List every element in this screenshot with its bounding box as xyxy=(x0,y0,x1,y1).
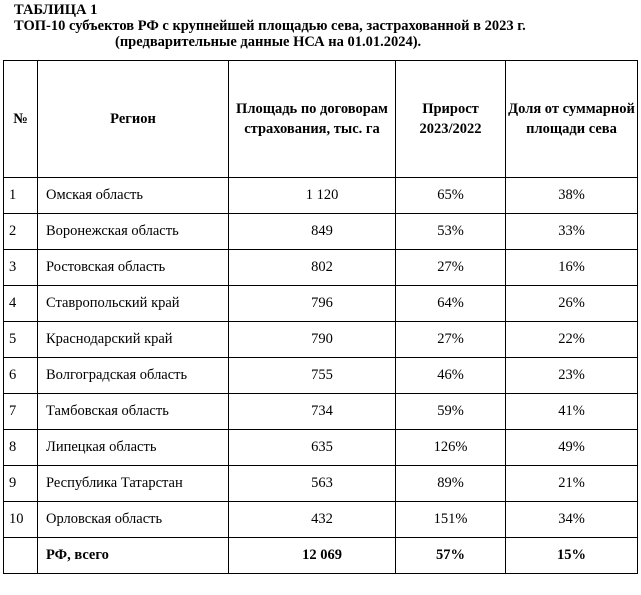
cell-growth: 53% xyxy=(396,214,506,250)
cell-growth: 59% xyxy=(396,394,506,430)
cell-area: 635 xyxy=(229,430,396,466)
cell-region: Омская область xyxy=(38,178,229,214)
cell-region: РФ, всего xyxy=(38,538,229,574)
cell-growth: 89% xyxy=(396,466,506,502)
cell-region: Тамбовская область xyxy=(38,394,229,430)
cell-share: 38% xyxy=(506,178,638,214)
cell-share: 33% xyxy=(506,214,638,250)
cell-area: 12 069 xyxy=(229,538,396,574)
table-source-note: (предварительные данные НСА на 01.01.2024). xyxy=(115,34,422,50)
cell-region: Орловская область xyxy=(38,502,229,538)
cell-region: Волгоградская область xyxy=(38,358,229,394)
cell-share: 26% xyxy=(506,286,638,322)
table-title: ТАБЛИЦА 1 xyxy=(14,2,98,18)
cell-area: 790 xyxy=(229,322,396,358)
cell-region: Краснодарский край xyxy=(38,322,229,358)
table-row xyxy=(4,358,638,394)
table-row xyxy=(4,394,638,430)
cell-num: 6 xyxy=(4,358,38,394)
header-growth: Прирост 2023/2022 xyxy=(396,61,506,178)
cell-region: Воронежская область xyxy=(38,214,229,250)
table-row xyxy=(4,466,638,502)
cell-area: 563 xyxy=(229,466,396,502)
cell-region: Республика Татарстан xyxy=(38,466,229,502)
cell-share: 41% xyxy=(506,394,638,430)
header-num: № xyxy=(4,61,38,178)
cell-share: 23% xyxy=(506,358,638,394)
cell-share: 49% xyxy=(506,430,638,466)
table-row xyxy=(4,430,638,466)
cell-share: 15% xyxy=(506,538,638,574)
cell-num: 4 xyxy=(4,286,38,322)
header-area: Площадь по договорам страхования, тыс. га xyxy=(229,61,396,178)
table-heading xyxy=(14,2,526,50)
cell-num: 10 xyxy=(4,502,38,538)
table-row xyxy=(4,502,638,538)
cell-growth: 65% xyxy=(396,178,506,214)
table-total-row xyxy=(4,538,638,574)
cell-area: 1 120 xyxy=(229,178,396,214)
cell-share: 21% xyxy=(506,466,638,502)
cell-area: 796 xyxy=(229,286,396,322)
table-row xyxy=(4,178,638,214)
cell-num: 9 xyxy=(4,466,38,502)
cell-growth: 151% xyxy=(396,502,506,538)
cell-num: 1 xyxy=(4,178,38,214)
cell-region: Ростовская область xyxy=(38,250,229,286)
regions-table xyxy=(3,60,638,574)
table-subtitle: ТОП-10 субъектов РФ с крупнейшей площадью сева, застрахованной в 2023 г. xyxy=(14,18,526,34)
cell-num xyxy=(4,538,38,574)
table-row xyxy=(4,250,638,286)
cell-share: 34% xyxy=(506,502,638,538)
cell-num: 5 xyxy=(4,322,38,358)
cell-growth: 126% xyxy=(396,430,506,466)
table-header-row xyxy=(4,61,638,178)
cell-growth: 46% xyxy=(396,358,506,394)
table-row xyxy=(4,286,638,322)
cell-area: 734 xyxy=(229,394,396,430)
table-row xyxy=(4,322,638,358)
header-region: Регион xyxy=(38,61,229,178)
cell-area: 432 xyxy=(229,502,396,538)
cell-region: Липецкая область xyxy=(38,430,229,466)
cell-num: 7 xyxy=(4,394,38,430)
cell-area: 802 xyxy=(229,250,396,286)
cell-region: Ставропольский край xyxy=(38,286,229,322)
cell-growth: 27% xyxy=(396,322,506,358)
cell-area: 849 xyxy=(229,214,396,250)
cell-growth: 64% xyxy=(396,286,506,322)
table-row xyxy=(4,214,638,250)
cell-area: 755 xyxy=(229,358,396,394)
cell-num: 3 xyxy=(4,250,38,286)
cell-share: 16% xyxy=(506,250,638,286)
cell-share: 22% xyxy=(506,322,638,358)
cell-growth: 27% xyxy=(396,250,506,286)
cell-num: 8 xyxy=(4,430,38,466)
header-share: Доля от суммарной площади сева xyxy=(506,61,638,178)
cell-growth: 57% xyxy=(396,538,506,574)
cell-num: 2 xyxy=(4,214,38,250)
